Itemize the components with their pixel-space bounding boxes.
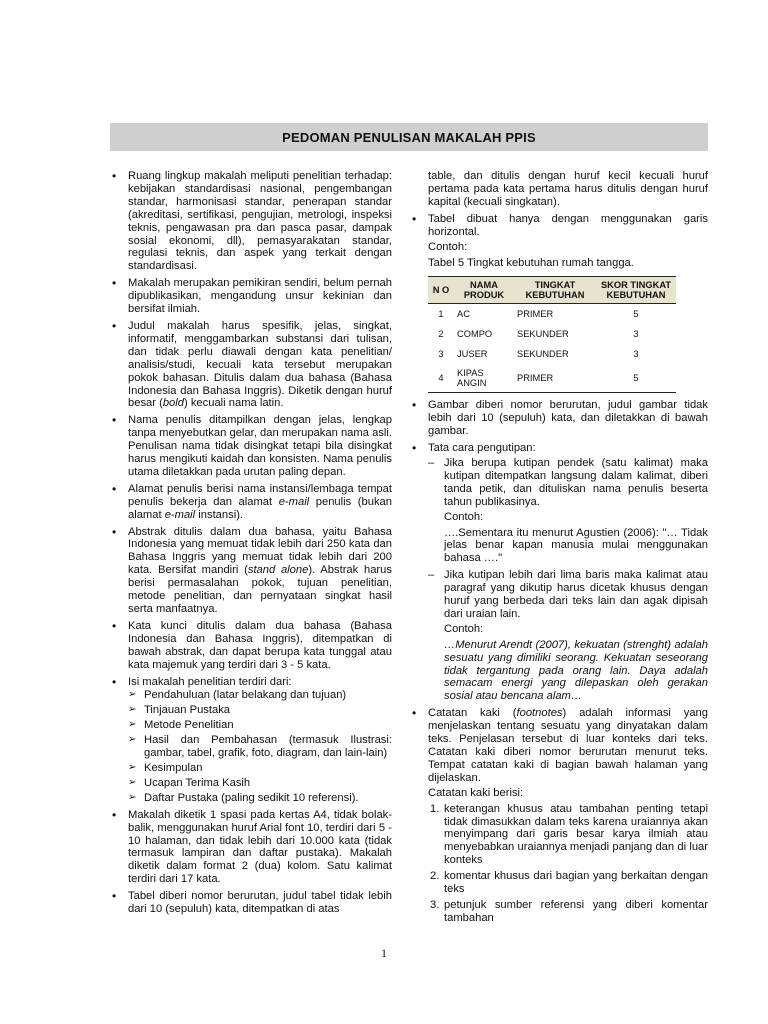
table-row: [428, 304, 676, 325]
table-header-cell: NAMA PRODUK: [454, 277, 514, 304]
text: ) kecuali nama latin.: [183, 397, 284, 410]
table-header-row: [428, 277, 676, 304]
example-table: [428, 276, 676, 393]
table-header-cell: SKOR TINGKAT KEBUTUHAN: [596, 277, 676, 304]
example-label: Contoh:: [444, 622, 484, 635]
contents-intro: • Isi makalah penelitian terdiri dari:: [128, 675, 292, 688]
bullet-figures: • Gambar diberi nomor berurutan, judul gambar tidak lebih dari 10 (sepuluh) kata, dan diletakkan di bawah gambar.: [410, 399, 708, 438]
item-text: komentar khusus dari bagian yang berkaitan dengan teks: [444, 870, 708, 896]
contents-item: ➢ Hasil dan Pembahasan (termasuk Ilustrasi: gambar, tabel, grafik, foto, diagram, dan lain-lain): [128, 734, 392, 760]
bullet-table-numbering: • Tabel diberi nomor berurutan, judul tabel tidak lebih dari 10 (sepuluh) kata, ditempatkan di atas: [110, 890, 392, 916]
example-label: Contoh:: [444, 510, 484, 523]
table-row: [428, 364, 676, 393]
bullet-originality: • Makalah merupakan pemikiran sendiri, belum pernah dipublikasikan, mengandung unsur kekinian dan bersifat ilmiah.: [110, 277, 392, 316]
bullet-abstract: [110, 526, 392, 616]
right-bullet-list: [410, 213, 708, 254]
item-number: 3.: [430, 898, 440, 911]
footnote-item: [428, 870, 708, 896]
table-cell: PRIMER: [517, 309, 554, 320]
table-cell: 2: [438, 329, 444, 340]
bullet-contents: [110, 676, 392, 805]
footnote-contents-label: Catatan kaki berisi:: [428, 786, 524, 799]
italic-text: footnotes: [516, 707, 563, 720]
table-cell: KIPAS ANGIN: [454, 364, 514, 393]
table-row: [428, 324, 676, 344]
long-quote-example: …Menurut Arendt (2007), kekuatan (strenght) adalah sesuatu yang dimiliki seorang. Kekuatan seseorang tidak tergantung pada orang lain. Daya adalah semacam energi yang dilepaskan oleh gerakan sosial atau bencana alam…: [444, 638, 708, 703]
table-cell: 3: [633, 329, 639, 340]
italic-text: e-mail: [278, 495, 310, 508]
text: instansi).: [195, 508, 244, 521]
text: • Tabel dibuat hanya dengan menggunakan garis horizontal.: [428, 212, 708, 238]
table-cell: 3: [633, 349, 639, 360]
bullet-author-name: • Nama penulis ditampilkan dengan jelas, lengkap tanpa menyebutkan gelar, dan merupakan nama asli. Penulisan nama tidak disingkat tetapi bila disingkat harus mengikuti kaidah dan konsisten. Nama penulis utama diletakkan pada urutan paling depan.: [110, 414, 392, 479]
table-cell: SEKUNDER: [517, 329, 569, 340]
text: – Jika berupa kutipan pendek (satu kalimat) maka kutipan ditempatkan langsung dalam kalimat, diberi tanda petik, dan dituliskan nama penulis beserta tahun publikasinya.: [444, 456, 708, 508]
table-header-cell: N O: [428, 277, 454, 304]
contents-list: [128, 689, 392, 804]
text: – Jika kutipan lebih dari lima baris maka kalimat atau paragraf yang dikutip harus dicetak khusus dengan huruf yang berbeda dari teks lain dan agak dipisah dari uraian lain.: [444, 569, 708, 620]
table-header-cell: TINGKAT KEBUTUHAN: [514, 277, 596, 304]
item-text: keterangan khusus atau tambahan penting tetapi tidak dimasukkan dalam teks karena uraiannya akan menyimpang dari garis besar karya ilmiah atau menyebabkan uraiannya menjadi panjang dan di luar konteks: [444, 802, 708, 867]
document-title: PEDOMAN PENULISAN MAKALAH PPIS: [110, 123, 708, 151]
table-cell: PRIMER: [514, 364, 596, 393]
contents-item: ➢ Kesimpulan: [128, 762, 392, 775]
bullet-format: • Makalah diketik 1 spasi pada kertas A4, tidak bolak-balik, menggunakan huruf Arial font 10, terdiri dari 5 - 10 halaman, dan tidak lebih dari 10.000 kata (tidak termasuk lampiran dan daftar pustaka). Makalah diketik dalam format 2 (dua) kolom. Satu kalimat terdiri dari 17 kata.: [110, 809, 392, 886]
table-cell: 3: [438, 349, 444, 360]
continued-text: table, dan ditulis dengan huruf kecil kecuali huruf pertama pada kata pertama harus ditulis dengan huruf kapital (kecuali singkatan).: [428, 170, 708, 208]
italic-text: stand alone: [247, 564, 309, 577]
table-cell: COMPO: [457, 329, 493, 340]
citation-long: [428, 569, 708, 703]
footnote-item: [428, 803, 708, 868]
short-quote-example: ….Sementara itu menurut Agustien (2006): "… Tidak jelas benar kapan manusia mulai menggunakan bahasa ….": [444, 526, 708, 565]
bullet-title-rules: [110, 320, 392, 410]
text: ) adalah informasi yang menjelaskan tentang sesuatu yang dinyatakan dalam teks. Penjelasan tersebut di luar konteks dari teks. Catatan kaki diberi nomor berurutan menurut teks. Tempat catatan kaki di bagian bawah halaman yang dijelaskan.: [428, 707, 708, 784]
contents-item: ➢ Daftar Pustaka (paling sedikit 10 referensi).: [128, 792, 392, 805]
example-label: Contoh:: [428, 240, 468, 253]
text: • Tata cara pengutipan:: [428, 442, 536, 455]
citation-short: [428, 457, 708, 565]
page-number: 1: [381, 946, 387, 960]
contents-item: ➢ Ucapan Terima Kasih: [128, 777, 392, 790]
text: Judul makalah harus spesifik, jelas, singkat, informatif, menggambarkan substansi dari tulisan, dan tidak perlu diawali dengan kata penelitian/ analisis/studi, kecuali kata tersebut merupakan pokok bahasan. Ditulis dalam dua bahasa (Bahasa Indonesia dan Bahasa Inggris). Diketik dengan huruf besar (: [128, 319, 392, 410]
right-column: [410, 170, 708, 929]
text: Abstrak ditulis dalam dua bahasa, yaitu Bahasa Indonesia yang memuat tidak lebih dari 250 kata dan Bahasa Inggris yang memuat tidak lebih dari 200 kata. Bersifat mandiri (: [128, 525, 392, 577]
item-number: 2.: [430, 870, 440, 883]
contents-item: ➢ Tinjauan Pustaka: [128, 704, 392, 717]
bullet-keywords: • Kata kunci ditulis dalam dua bahasa (Bahasa Indonesia dan Bahasa Inggris), ditempatkan di bawah abstrak, dan dapat berupa kata tunggal atau kata majemuk yang terdiri dari 3 - 5 kata.: [110, 620, 392, 672]
table-cell: AC: [457, 309, 470, 320]
table-cell: 5: [596, 364, 676, 393]
bullet-author-address: [110, 483, 392, 522]
bullet-scope: • Ruang lingkup makalah meliputi penelitian terhadap: kebijakan standardisasi nasional, pengembangan standar, harmonisasi standar, penerapan standar (akreditasi, sertifikasi, pengujian, metrologi, inspeksi teknis, pengawasan pra dan pasca pasar, dampak sosial ekonomi, dll), pemasyarakatan standar, regulasi teknis, dan aspek yang terkait dengan standardisasi.: [110, 170, 392, 273]
left-column: [110, 170, 392, 920]
item-text: petunjuk sumber referensi yang diberi komentar tambahan: [444, 898, 708, 924]
italic-text: e-mail: [164, 508, 196, 521]
right-bullet-list-2: [410, 399, 708, 924]
contents-item: ➢ Pendahuluan (latar belakang dan tujuan): [128, 689, 392, 702]
footnote-contents-list: [428, 803, 708, 925]
table-cell: JUSER: [457, 349, 488, 360]
bullet-footnotes: [410, 707, 708, 925]
bullet-citation: [410, 442, 708, 703]
table-cell: SEKUNDER: [517, 349, 569, 360]
italic-text: bold: [162, 397, 184, 410]
text: ). Abstrak harus berisi permasalahan pokok, tujuan penelitian, metode penelitian, dan pernyataan singkat hasil serta manfaatnya.: [128, 564, 392, 615]
item-number: 1.: [430, 802, 440, 815]
text: Catatan kaki (: [428, 707, 517, 720]
table-row: [428, 344, 676, 364]
bullet-table-lines: [410, 213, 708, 254]
text: penulis (bukan alamat: [128, 495, 392, 521]
table-cell: 4: [428, 364, 454, 393]
left-bullet-list: [110, 170, 392, 916]
continuation: [410, 170, 708, 209]
footnote-item: [428, 899, 708, 925]
table-cell: 5: [633, 309, 639, 320]
text: Alamat penulis berisi nama instansi/lembaga tempat penulis bekerja dan alamat: [128, 482, 392, 508]
table-caption: Tabel 5 Tingkat kebutuhan rumah tangga.: [428, 257, 634, 270]
table-example: [428, 257, 708, 393]
table-cell: 1: [438, 309, 444, 320]
contents-item: ➢ Metode Penelitian: [128, 719, 392, 732]
citation-list: [428, 457, 708, 703]
